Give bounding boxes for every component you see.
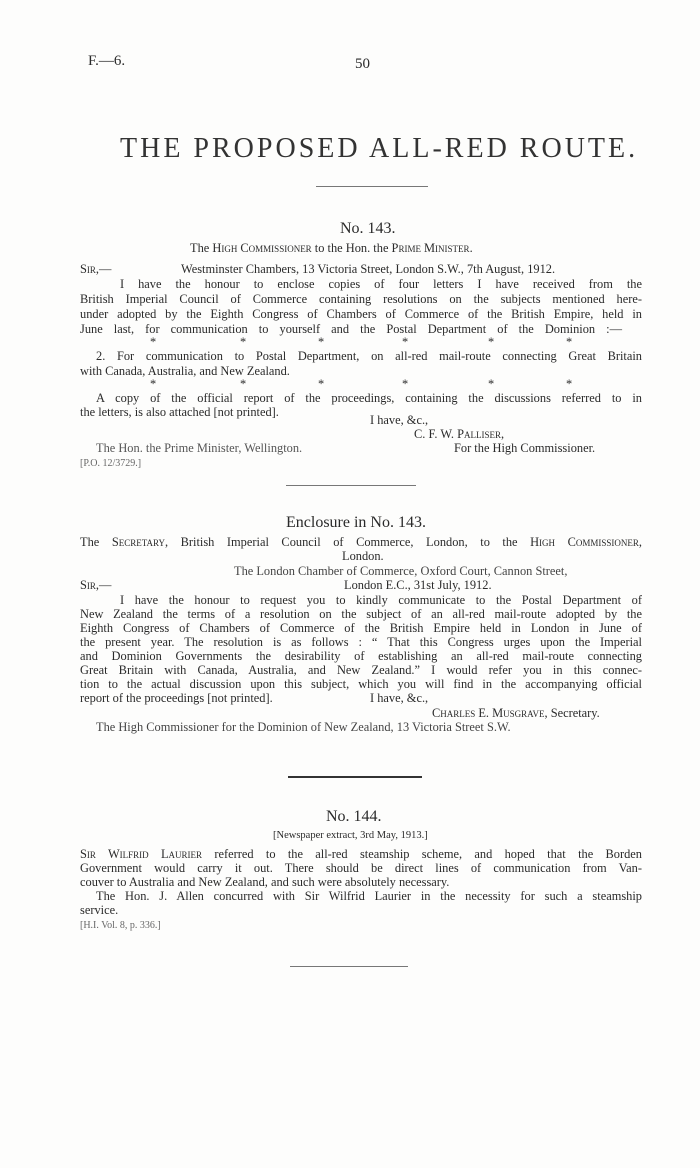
paragraph-line: New Zealand the terms of a resolution on the subject of an all-red mail-route adopted by the xyxy=(80,607,642,621)
asterisk: * xyxy=(402,335,409,349)
paragraph-line: service. xyxy=(80,903,119,917)
paragraph-line: tion to the actual discussion upon this subject, which you will find in the accompanying official xyxy=(80,677,642,691)
asterisk: * xyxy=(240,335,247,349)
section-heading: Enclosure in No. 143. xyxy=(286,514,426,531)
paragraph-line: the letters, is also attached [not printed]. xyxy=(80,405,279,419)
letter-from-line: London. xyxy=(342,549,384,563)
addressee: The High Commissioner for the Dominion of New Zealand, 13 Victoria Street S.W. xyxy=(96,720,511,734)
paragraph-line: with Canada, Australia, and New Zealand. xyxy=(80,364,290,378)
letter-address: The London Chamber of Commerce, Oxford Court, Cannon Street, xyxy=(234,564,568,578)
salutation: Sir,— xyxy=(80,262,112,276)
paragraph-line: under adopted by the Eighth Congress of Chambers of Commerce of the British Empire, held in xyxy=(80,307,642,321)
closing: I have, &c., xyxy=(370,413,429,427)
closing: I have, &c., xyxy=(370,691,429,705)
signer: C. F. W. Palliser, xyxy=(414,427,505,441)
divider xyxy=(288,776,422,778)
paragraph-line: June last, for communication to yourself and the Postal Department of the Dominion :— xyxy=(80,322,622,336)
paragraph-line: The Hon. J. Allen concurred with Sir Wilfrid Laurier in the necessity for such a steamship xyxy=(96,889,642,903)
paragraph-line: Eighth Congress of Chambers of Commerce of the British Empire held in London in June of xyxy=(80,621,642,635)
paragraph-line: I have the honour to enclose copies of four letters I have received from the xyxy=(120,277,642,291)
page-ref: F.—6. xyxy=(88,53,126,69)
source-note: [Newspaper extract, 3rd May, 1913.] xyxy=(273,830,428,841)
asterisk: * xyxy=(150,377,157,391)
divider xyxy=(290,966,408,967)
paragraph-line: Government would carry it out. There should be direct lines of communication from Van- xyxy=(80,861,642,875)
paragraph-line: couver to Australia and New Zealand, and such were absolutely necessary. xyxy=(80,875,450,889)
paragraph-line: 2. For communication to Postal Department, on all-red mail-route connecting Great Britain xyxy=(96,349,642,363)
page-title: THE PROPOSED ALL-RED ROUTE. xyxy=(120,133,639,164)
asterisk: * xyxy=(318,335,325,349)
paragraph-line: report of the proceedings [not printed]. xyxy=(80,691,273,705)
paragraph-line: and Dominion Governments the desirability of establishing an all-red mail-route connecting xyxy=(80,649,642,663)
signer-role: For the High Commissioner. xyxy=(454,441,596,455)
asterisk: * xyxy=(488,335,495,349)
asterisk: * xyxy=(150,335,157,349)
divider xyxy=(316,186,428,187)
asterisk: * xyxy=(318,377,325,391)
salutation: Sir,— xyxy=(80,578,112,592)
paragraph-line: Great Britain with Canada, Australia, and New Zealand.” I would refer you in this connec- xyxy=(80,663,642,677)
section-heading: No. 144. xyxy=(326,808,382,825)
page-number: 50 xyxy=(355,56,370,72)
letter-address: Westminster Chambers, 13 Victoria Street, London S.W., 7th August, 1912. xyxy=(181,262,556,276)
paragraph-line: the present year. The resolution is as follows : “ That this Congress urges upon the Imperial xyxy=(80,635,642,649)
asterisk: * xyxy=(402,377,409,391)
paragraph-line: British Imperial Council of Commerce containing resolutions on the subjects mentioned here- xyxy=(80,292,642,306)
asterisk: * xyxy=(566,335,573,349)
file-reference: [H.I. Vol. 8, p. 336.] xyxy=(80,920,161,931)
letter-from-line: The High Commissioner to the Hon. the Prime Minister. xyxy=(190,241,473,255)
divider xyxy=(286,485,416,486)
signer: Charles E. Musgrave, Secretary. xyxy=(432,706,600,720)
file-reference: [P.O. 12/3729.] xyxy=(80,458,142,469)
asterisk: * xyxy=(566,377,573,391)
letter-address: London E.C., 31st July, 1912. xyxy=(344,578,492,592)
section-heading: No. 143. xyxy=(340,220,396,237)
paragraph-line: A copy of the official report of the proceedings, containing the discussions referred to in xyxy=(96,391,642,405)
paragraph-line: Sir Wilfrid Laurier referred to the all-red steamship scheme, and hoped that the Borden xyxy=(80,847,642,861)
paragraph-line: I have the honour to request you to kindly communicate to the Postal Department of xyxy=(120,593,642,607)
asterisk: * xyxy=(240,377,247,391)
addressee: The Hon. the Prime Minister, Wellington. xyxy=(96,441,303,455)
letter-from-line: The Secretary, British Imperial Council of Commerce, London, to the High Commissioner, xyxy=(80,535,642,549)
asterisk: * xyxy=(488,377,495,391)
